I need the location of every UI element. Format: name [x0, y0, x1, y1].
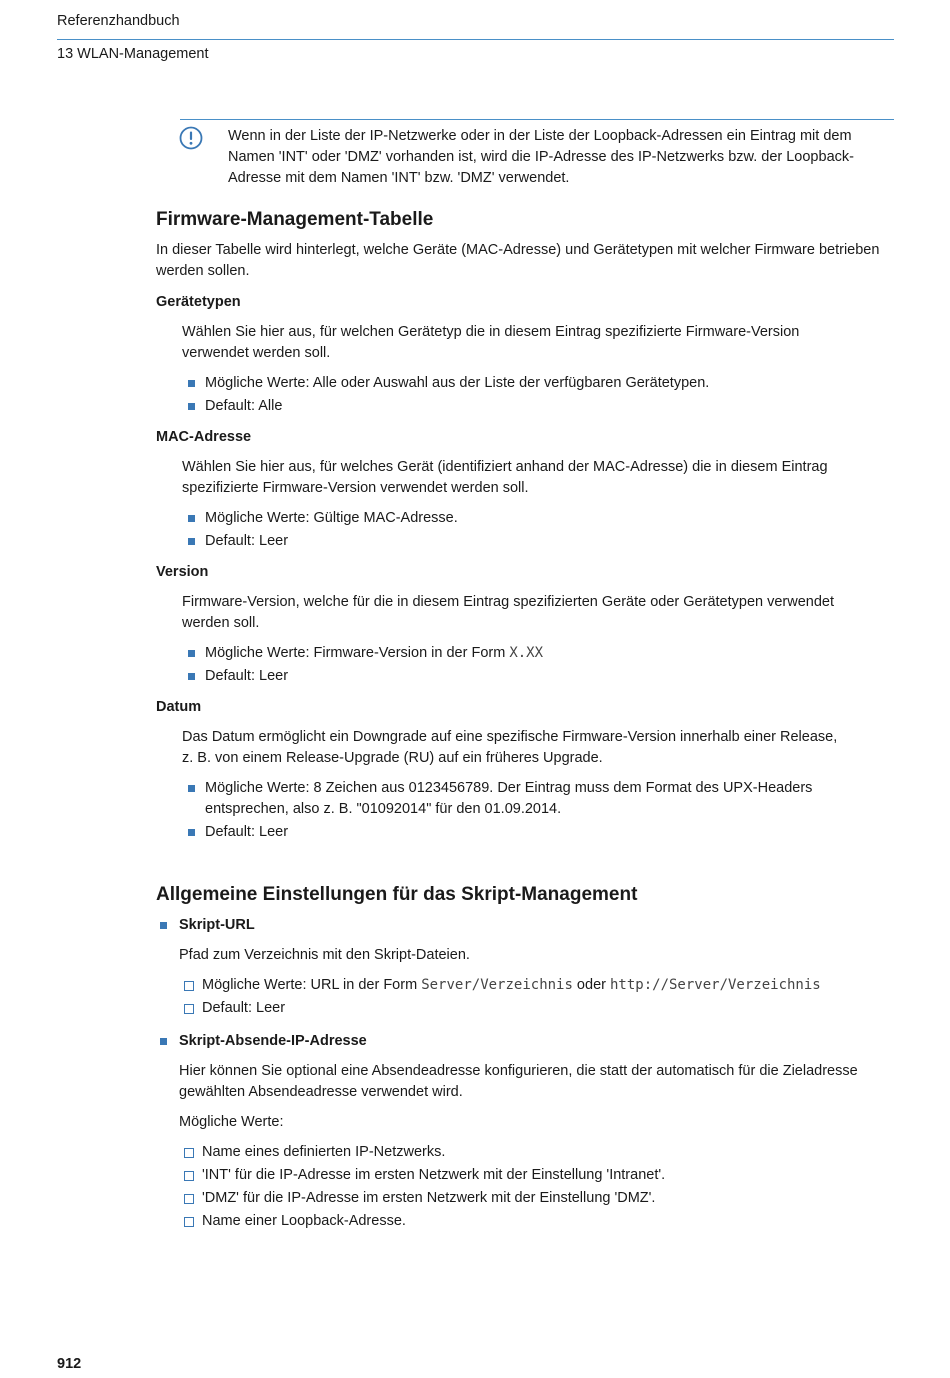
value-list: [156, 1142, 894, 1232]
value-list: [156, 508, 894, 552]
item-title: Gerätetypen: [156, 294, 241, 310]
list-item: [205, 643, 894, 664]
code-format: X.XX: [509, 645, 544, 661]
document-title: Referenzhandbuch: [57, 13, 180, 29]
list-item: Default: Leer: [205, 822, 852, 843]
item-description: Firmware-Version, welche für die in diesem Eintrag spezifizierten Geräte oder Gerätetypen verwendet werden soll.: [182, 594, 834, 631]
values-prefix: Mögliche Werte: URL in der Form: [202, 977, 422, 993]
item-title: MAC-Adresse: [156, 429, 252, 445]
code-format: http://Server/Verzeichnis: [610, 977, 821, 993]
values-prefix: Mögliche Werte: Firmware-Version in der Form: [205, 645, 510, 661]
chapter-title: 13 WLAN-Management: [57, 46, 209, 62]
page-number: 912: [57, 1356, 82, 1372]
code-format: Server/Verzeichnis: [421, 977, 573, 993]
value-list: [156, 643, 894, 687]
value-list: [156, 975, 894, 1019]
list-item: [202, 975, 894, 996]
list-item: Mögliche Werte: Alle oder Auswahl aus der Liste der verfügbaren Gerätetypen.: [205, 373, 894, 394]
note-divider: [180, 119, 894, 120]
value-list: [156, 373, 894, 417]
section-title-firmware: Firmware-Management-Tabelle: [156, 209, 434, 230]
item-description: Wählen Sie hier aus, für welchen Gerätetyp die in diesem Eintrag spezifizierte Firmware-Version verwendet werden soll.: [182, 324, 800, 361]
list-item: Default: Leer: [205, 531, 894, 552]
list-item: Mögliche Werte: Gültige MAC-Adresse.: [205, 508, 894, 529]
item-description: Wählen Sie hier aus, für welches Gerät (identifiziert anhand der MAC-Adresse) die in diesem Eintrag spezifizierte Firmware-Version verwendet werden soll.: [182, 459, 828, 496]
section-title-script: Allgemeine Einstellungen für das Skript-Management: [156, 884, 638, 905]
header-divider: [57, 39, 894, 40]
list-item: Name eines definierten IP-Netzwerks.: [202, 1142, 894, 1163]
item-title: Version: [156, 564, 209, 580]
note-text: Wenn in der Liste der IP-Netzwerke oder in der Liste der Loopback-Adressen ein Eintrag mit dem Namen 'INT' oder 'DMZ' vorhanden ist, wird die IP-Adresse des IP-Netzwerks bzw. der Loopback-Adresse mit dem Namen 'INT' bzw. 'DMZ' verwendet.: [228, 128, 854, 186]
section-intro: In dieser Tabelle wird hinterlegt, welche Geräte (MAC-Adresse) und Gerätetypen mit welcher Firmware betrieben werden sollen.: [156, 242, 880, 279]
item-title: Datum: [156, 699, 202, 715]
list-item: 'DMZ' für die IP-Adresse im ersten Netzwerk mit der Einstellung 'DMZ'.: [202, 1188, 894, 1209]
list-item: Default: Alle: [205, 396, 894, 417]
list-item: Name einer Loopback-Adresse.: [202, 1211, 894, 1232]
list-item: Default: Leer: [202, 998, 894, 1019]
values-label: Mögliche Werte:: [179, 1114, 284, 1130]
value-list: [156, 778, 894, 843]
list-item: 'INT' für die IP-Adresse im ersten Netzwerk mit der Einstellung 'Intranet'.: [202, 1165, 894, 1186]
list-item: Default: Leer: [205, 666, 894, 687]
item-description: Das Datum ermöglicht ein Downgrade auf eine spezifische Firmware-Version innerhalb einer Release, z. B. von einem Release-Upgrade (RU) auf ein früheres Upgrade.: [182, 729, 838, 766]
info-exclamation-icon: [179, 126, 203, 150]
item-title: Skript-Absende-IP-Adresse: [156, 1031, 894, 1052]
list-item: Mögliche Werte: 8 Zeichen aus 0123456789. Der Eintrag muss dem Format des UPX-Headers entsprechen, also z. B. "01092014" für den 01.09.2014.: [205, 778, 852, 820]
item-description: Hier können Sie optional eine Absendeadresse konfigurieren, die statt der automatisch für die Zieladresse gewählten Absendeadresse verwendet wird.: [179, 1063, 858, 1100]
item-title: Skript-URL: [156, 915, 894, 936]
values-mid: oder: [572, 977, 610, 993]
main-content: [156, 206, 894, 1244]
item-description: Pfad zum Verzeichnis mit den Skript-Dateien.: [179, 947, 470, 963]
